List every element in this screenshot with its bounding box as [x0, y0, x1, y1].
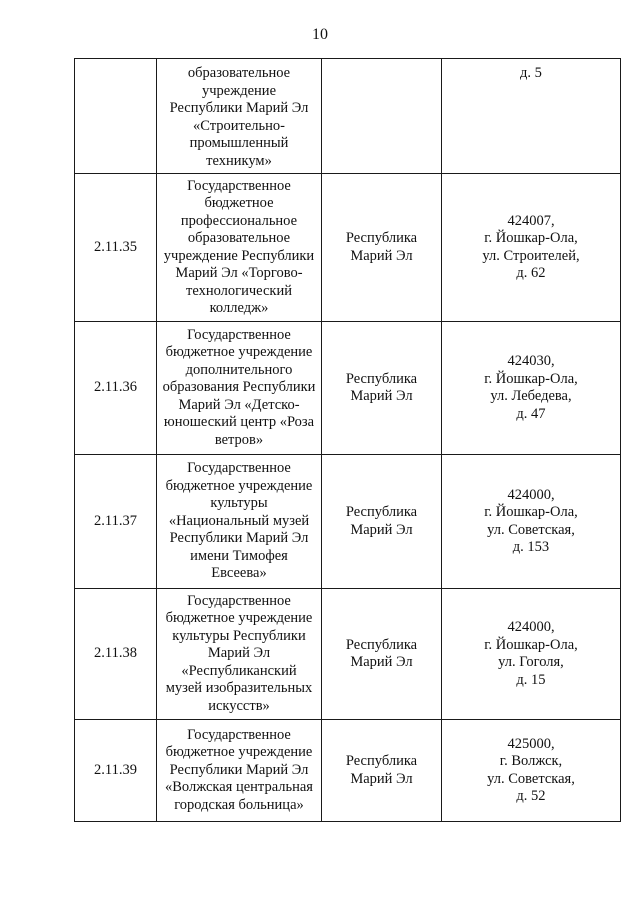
address: [442, 720, 621, 822]
cell-line: Марий Эл: [350, 521, 413, 538]
cell-line: Республика: [345, 370, 418, 387]
cell-line: Марий Эл: [350, 654, 413, 670]
row-number: 2.11.35: [75, 174, 157, 322]
cell-line: образования Республики: [162, 379, 316, 396]
cell-line: ул. Гоголя,: [498, 654, 564, 670]
cell-line: Государственное: [187, 177, 291, 194]
cell-line: бюджетное: [204, 195, 274, 211]
cell-line: Марий Эл «Детско-: [178, 396, 300, 413]
cell-line: Республики Марий Эл: [169, 100, 309, 116]
cell-line: Государственное: [187, 460, 291, 477]
cell-line: 424030,: [507, 353, 555, 369]
address: [442, 322, 621, 455]
cell-line: Марий Эл: [350, 247, 413, 264]
cell-line: профессиональное: [180, 212, 298, 229]
cell-line: промышленный: [189, 135, 289, 151]
cell-line: ул. Советская,: [487, 770, 575, 787]
cell-line: учреждение Республики: [163, 247, 315, 264]
cell-line: бюджетное учреждение: [165, 744, 313, 761]
organization-name: [157, 174, 322, 322]
cell-line: г. Йошкар-Ола,: [484, 504, 578, 520]
address: [442, 589, 621, 720]
registry-table: [74, 58, 621, 822]
subject-name: [322, 322, 442, 455]
cell-line: ул. Строителей,: [482, 247, 580, 264]
cell-line: Республики Марий Эл: [169, 530, 309, 547]
cell-line: г. Йошкар-Ола,: [484, 370, 578, 387]
row-number: 2.11.39: [75, 720, 157, 822]
subject-name: [322, 720, 442, 822]
cell-line: культуры Республики: [172, 627, 306, 644]
address: [442, 59, 621, 174]
cell-line: ул. Советская,: [487, 521, 575, 538]
row-number: 2.11.37: [75, 455, 157, 589]
cell-line: г. Волжск,: [499, 753, 563, 769]
cell-line: городская больница»: [174, 796, 304, 813]
cell-line: Республика: [345, 636, 418, 653]
cell-line: «Национальный музей: [168, 512, 310, 529]
cell-line: 424007,: [507, 212, 555, 229]
cell-line: «Волжская центральная: [165, 779, 313, 796]
table-row: [75, 455, 621, 589]
cell-line: образовательное: [187, 230, 291, 246]
cell-line: д. 62: [516, 265, 546, 281]
organization-name: [157, 59, 322, 174]
row-number: 2.11.36: [75, 322, 157, 455]
cell-line: «Республиканский: [181, 662, 297, 679]
cell-line: юношеский центр «Роза: [163, 414, 315, 431]
table-row: [75, 174, 621, 322]
cell-line: Марий Эл: [207, 645, 271, 662]
cell-line: Евсеева»: [211, 565, 267, 582]
organization-name: [157, 720, 322, 822]
cell-line: Республика: [345, 230, 418, 246]
table-body: [75, 59, 621, 822]
cell-line: д. 15: [516, 671, 546, 688]
table-row: [75, 59, 621, 174]
cell-line: г. Йошкар-Ола,: [484, 230, 578, 246]
subject-name: [322, 174, 442, 322]
table-row: [75, 322, 621, 455]
cell-line: Государственное: [187, 726, 291, 743]
cell-line: Республика: [345, 753, 418, 769]
cell-line: 424000,: [507, 619, 555, 635]
cell-line: бюджетное учреждение: [165, 610, 313, 627]
cell-line: искусств»: [208, 697, 270, 714]
organization-name: [157, 322, 322, 455]
address: [442, 455, 621, 589]
subject-name: [322, 59, 442, 174]
cell-line: Республика: [345, 504, 418, 520]
cell-line: 424000,: [507, 486, 555, 503]
cell-line: Республики Марий Эл: [169, 761, 309, 778]
cell-line: техникум»: [206, 152, 272, 169]
cell-line: ветров»: [214, 431, 264, 448]
page-number: 10: [312, 26, 328, 43]
cell-line: Марий Эл «Торгово-: [175, 265, 303, 281]
cell-line: бюджетное учреждение: [165, 477, 313, 494]
table-row: [75, 720, 621, 822]
row-number: [75, 59, 157, 174]
cell-line: учреждение: [201, 82, 276, 99]
cell-line: д. 153: [512, 539, 550, 555]
cell-line: ул. Лебедева,: [490, 388, 572, 404]
cell-line: технологический: [186, 282, 292, 299]
cell-line: «Строительно-: [193, 117, 285, 134]
cell-line: Государственное: [187, 326, 291, 343]
address: [442, 174, 621, 322]
cell-line: д. 52: [516, 788, 546, 804]
row-number: 2.11.38: [75, 589, 157, 720]
cell-line: образовательное: [187, 65, 291, 81]
cell-line: имени Тимофея: [190, 547, 288, 564]
subject-name: [322, 455, 442, 589]
cell-line: бюджетное учреждение: [165, 344, 313, 361]
organization-name: [157, 589, 322, 720]
cell-line: Марий Эл: [350, 770, 413, 787]
organization-name: [157, 455, 322, 589]
cell-line: культуры: [210, 495, 268, 512]
cell-line: дополнительного: [185, 361, 293, 378]
cell-line: Государственное: [187, 592, 291, 609]
subject-name: [322, 589, 442, 720]
cell-line: 425000,: [507, 735, 555, 752]
cell-line: музей изобразительных: [165, 680, 313, 697]
cell-line: колледж»: [209, 300, 269, 316]
cell-line: д. 47: [516, 405, 546, 422]
cell-line: д. 5: [520, 65, 542, 81]
cell-line: г. Йошкар-Ола,: [484, 636, 578, 653]
cell-line: Марий Эл: [350, 388, 413, 404]
table-row: [75, 589, 621, 720]
